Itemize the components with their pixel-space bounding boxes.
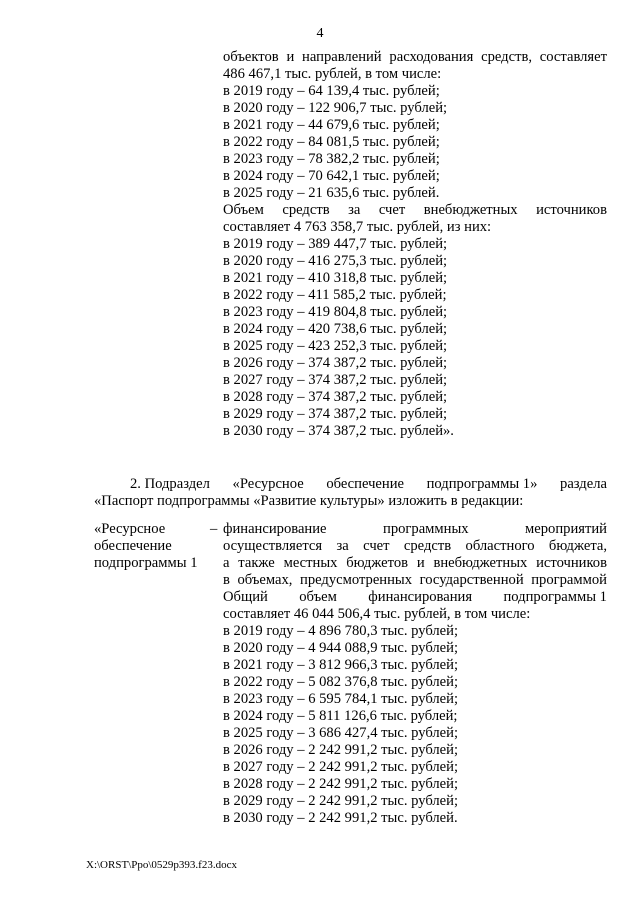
word: счет <box>378 202 406 218</box>
text-line <box>223 521 607 538</box>
year-line: в 2024 году – 5 811 126,6 тыс. рублей; <box>223 708 458 724</box>
year-line: в 2030 году – 2 242 991,2 тыс. рублей. <box>223 810 458 826</box>
word: источников <box>536 202 607 218</box>
year-line: в 2026 году – 374 387,2 тыс. рублей; <box>223 355 448 371</box>
year-line: в 2025 году – 3 686 427,4 тыс. рублей; <box>223 725 459 741</box>
year-line: в 2022 году – 84 081,5 тыс. рублей; <box>223 134 440 150</box>
year-line: в 2029 году – 374 387,2 тыс. рублей; <box>223 406 448 422</box>
word: мероприятий <box>525 521 607 537</box>
text-line: 486 467,1 тыс. рублей, в том числе: <box>223 66 442 82</box>
text-line: объектов и направлений расходования средств, составляет <box>223 49 607 65</box>
year-line: в 2025 году – 21 635,6 тыс. рублей. <box>223 185 440 201</box>
word: обеспечение <box>326 476 404 492</box>
year-line: в 2026 году – 2 242 991,2 тыс. рублей; <box>223 742 459 758</box>
file-path-footer: X:\ORST\Ppo\0529p393.f23.docx <box>86 859 237 871</box>
year-line: в 2020 году – 122 906,7 тыс. рублей; <box>223 100 448 116</box>
year-line: в 2022 году – 5 082 376,8 тыс. рублей; <box>223 674 459 690</box>
year-line: в 2021 году – 410 318,8 тыс. рублей; <box>223 270 448 286</box>
word: финансирования <box>368 589 473 605</box>
year-line: в 2028 году – 374 387,2 тыс. рублей; <box>223 389 448 405</box>
word: подпрограммы 1 <box>503 589 607 605</box>
text-line: составляет 46 044 506,4 тыс. рублей, в том числе: <box>223 606 531 622</box>
text-line <box>223 589 607 606</box>
year-line: в 2019 году – 389 447,7 тыс. рублей; <box>223 236 448 252</box>
word: раздела <box>560 476 607 492</box>
word: за <box>348 202 361 218</box>
text-line: осуществляется за счет средств областного бюджета, <box>223 538 607 554</box>
year-line: в 2023 году – 419 804,8 тыс. рублей; <box>223 304 448 320</box>
year-line: в 2021 году – 44 679,6 тыс. рублей; <box>223 117 440 133</box>
resource-label <box>94 521 224 572</box>
text-line <box>223 202 607 219</box>
year-line: в 2027 году – 2 242 991,2 тыс. рублей; <box>223 759 459 775</box>
label-line: «Ресурсное <box>94 521 166 537</box>
year-line: в 2028 году – 2 242 991,2 тыс. рублей; <box>223 776 459 792</box>
text-line: а также местных бюджетов и внебюджетных источников <box>223 555 607 571</box>
year-line: в 2020 году – 4 944 088,9 тыс. рублей; <box>223 640 459 656</box>
year-line: в 2023 году – 6 595 784,1 тыс. рублей; <box>223 691 459 707</box>
page-number: 4 <box>316 26 324 41</box>
word: внебюджетных <box>423 202 518 218</box>
word: Объем <box>223 202 264 218</box>
word: 2. Подраздел <box>130 476 210 492</box>
word: программных <box>383 521 469 537</box>
year-line: в 2019 году – 64 139,4 тыс. рублей; <box>223 83 440 99</box>
word: подпрограммы 1» <box>426 476 538 492</box>
paragraph-2-line-2: «Паспорт подпрограммы «Развитие культуры» изложить в редакции: <box>94 493 524 509</box>
word: «Ресурсное <box>232 476 304 492</box>
word: средств <box>282 202 330 218</box>
label-line: подпрограммы 1 <box>94 555 198 571</box>
word: Общий <box>223 589 268 605</box>
resource-block-2 <box>223 521 607 827</box>
text-line: в объемах, предусмотренных государственной программой <box>223 572 607 588</box>
resource-block-1 <box>223 49 607 440</box>
paragraph-2-line-1 <box>130 476 607 493</box>
year-line: в 2027 году – 374 387,2 тыс. рублей; <box>223 372 448 388</box>
word: объем <box>299 589 337 605</box>
year-line: в 2024 году – 70 642,1 тыс. рублей; <box>223 168 440 184</box>
year-line: в 2030 году – 374 387,2 тыс. рублей». <box>223 423 454 439</box>
year-line: в 2020 году – 416 275,3 тыс. рублей; <box>223 253 448 269</box>
year-line: в 2029 году – 2 242 991,2 тыс. рублей; <box>223 793 459 809</box>
label-line: обеспечение <box>94 538 172 554</box>
text-line: составляет 4 763 358,7 тыс. рублей, из них: <box>223 219 492 235</box>
year-line: в 2022 году – 411 585,2 тыс. рублей; <box>223 287 447 303</box>
year-line: в 2021 году – 3 812 966,3 тыс. рублей; <box>223 657 459 673</box>
word: финансирование <box>223 521 327 537</box>
label-dash: – <box>210 521 218 537</box>
year-line: в 2025 году – 423 252,3 тыс. рублей; <box>223 338 448 354</box>
year-line: в 2019 году – 4 896 780,3 тыс. рублей; <box>223 623 459 639</box>
year-line: в 2023 году – 78 382,2 тыс. рублей; <box>223 151 440 167</box>
year-line: в 2024 году – 420 738,6 тыс. рублей; <box>223 321 448 337</box>
